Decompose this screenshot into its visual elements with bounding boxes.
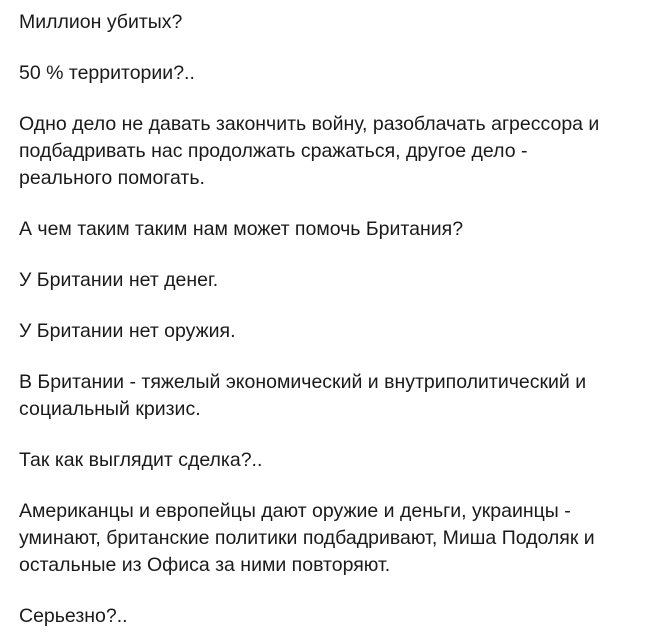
message-paragraph: Одно дело не давать закончить войну, разоблачать агрессора и подбадривать нас продолжать сражаться, другое дело - реального помогать. xyxy=(19,113,600,189)
message-paragraph: В Британии - тяжелый экономический и внутриполитический и социальный кризис. xyxy=(19,371,587,420)
message-paragraph: А чем таким таким нам может помочь Британия? xyxy=(19,218,464,240)
message-paragraph: У Британии нет оружия. xyxy=(19,320,236,342)
message-paragraph: У Британии нет денег. xyxy=(19,269,219,291)
message-paragraph: Американцы и европейцы дают оружие и деньги, украинцы - уминают, британские политики подбадривают, Миша Подоляк и остальные из Офиса за ними повторяют. xyxy=(19,500,595,576)
message-paragraph: 50 % территории?.. xyxy=(19,62,195,84)
message-paragraph: Миллион убитых? xyxy=(19,11,183,33)
message-paragraph: Так как выглядит сделка?.. xyxy=(19,449,263,471)
message-paragraph: Серьезно?.. xyxy=(19,605,128,627)
message-text xyxy=(19,9,639,630)
